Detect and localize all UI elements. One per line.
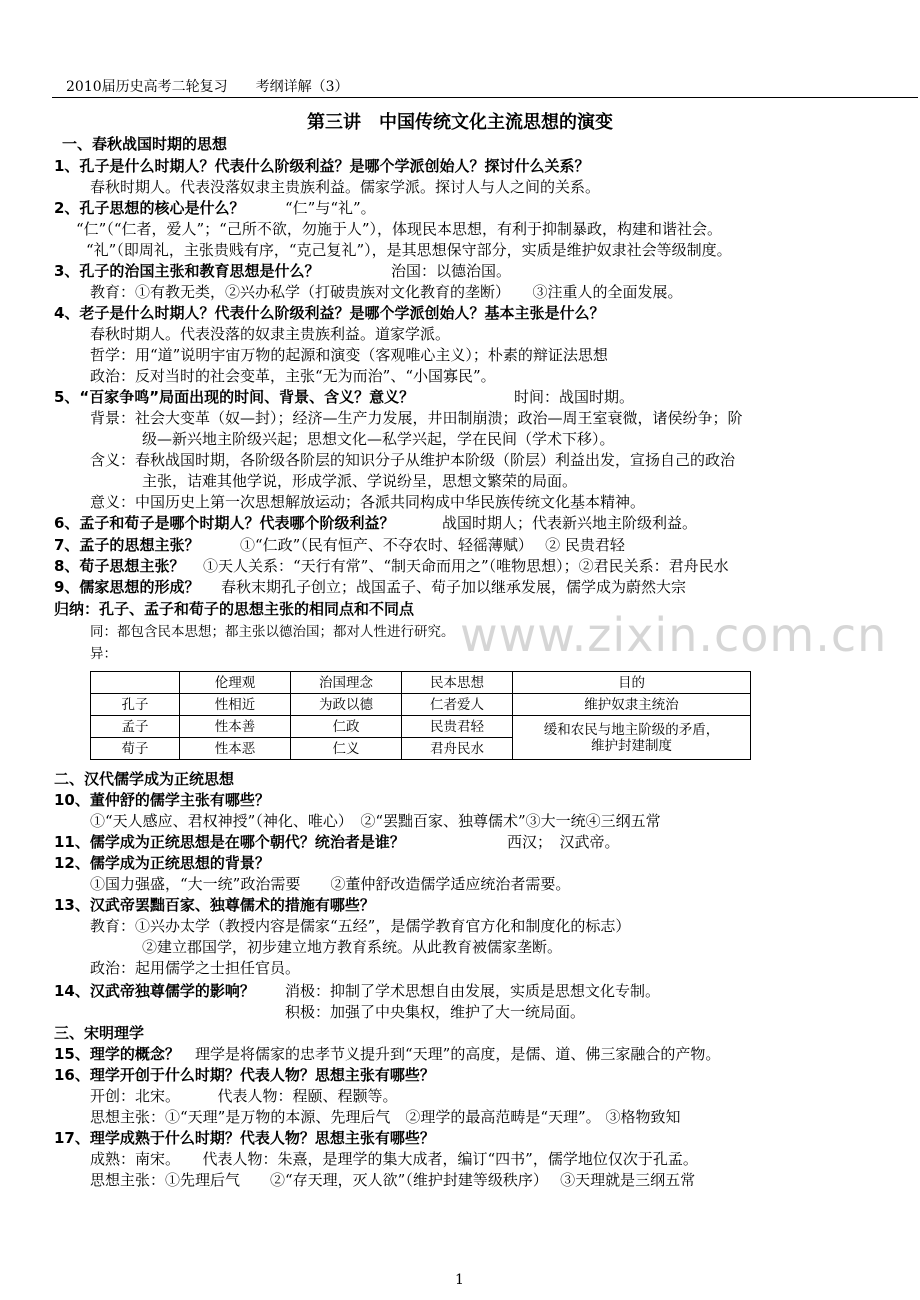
table-header-cell [91, 672, 180, 694]
table-cell: 民贵君轻 [402, 716, 513, 738]
answer-line: 政治：反对当时的社会变革，主张“无为而治”、“小国寡民”。 [90, 367, 496, 385]
question-13: 13、汉武帝罢黜百家、独尊儒术的措施有哪些？ [54, 896, 375, 914]
table-header-cell: 伦理观 [180, 672, 291, 694]
answer-line: “礼”（即周礼，主张贵贱有序，“克己复礼”），是其思想保守部分，实质是维护奴隶社会等级制度。 [86, 241, 732, 259]
table-purpose-line: 缓和农民与地主阶级的矛盾， [543, 721, 720, 738]
answer-line: 教育：①有教无类，②兴办私学（打破贵族对文化教育的垄断） ③注重人的全面发展。 [90, 283, 683, 301]
question-7: 7、孟子的思想主张？ [54, 536, 200, 554]
question-16: 16、理学开创于什么时期？代表人物？思想主张有哪些？ [54, 1066, 435, 1084]
answer-line: 西汉； 汉武帝。 [507, 833, 620, 851]
section-heading: 一、春秋战国时期的思想 [62, 135, 228, 153]
page-number: 1 [455, 1272, 464, 1288]
page-title: 第三讲 中国传统文化主流思想的演变 [307, 112, 613, 133]
header-right: 考纲详解（3） [255, 79, 349, 95]
answer-line: 开创：北宋。 代表人物：程颐、程颢等。 [90, 1087, 398, 1105]
table-header-cell: 治国理念 [291, 672, 402, 694]
question-14: 14、汉武帝独尊儒学的影响？ [54, 982, 255, 1000]
table-header-cell: 目的 [513, 672, 751, 694]
table-cell: 孔子 [91, 694, 180, 716]
table-cell: 孟子 [91, 716, 180, 738]
question-1: 1、孔子是什么时期人？代表什么阶级利益？是哪个学派创始人？探讨什么关系？ [54, 157, 590, 175]
answer-line: 成熟：南宋。 代表人物：朱熹，是理学的集大成者，编订“四书”，儒学地位仅次于孔孟。 [90, 1150, 698, 1168]
answer-line: 春秋末期孔子创立；战国孟子、荀子加以继承发展，儒学成为蔚然大宗 [221, 578, 687, 596]
table-cell: 性本善 [180, 716, 291, 738]
answer-line: 积极：加强了中央集权，维护了大一统局面。 [285, 1003, 586, 1021]
answer-line: 思想主张：①先理后气 ②“存天理，灭人欲”（维护封建等级秩序） ③天理就是三纲五常 [90, 1171, 696, 1189]
watermark: www.zixin.com.cn [460, 608, 888, 662]
section-heading: 二、汉代儒学成为正统思想 [54, 770, 235, 788]
answer-line: ①天人关系：“天行有常”、“制天命而用之”（唯物思想）；②君民关系：君舟民水 [203, 557, 729, 575]
answer-line: 主张，诘难其他学说，形成学派、学说纷呈，思想文繁荣的局面。 [142, 472, 578, 490]
table-cell: 仁政 [291, 716, 402, 738]
answer-line: 含义：春秋战国时期，各阶级各阶层的知识分子从维护本阶级（阶层）利益出发，宣扬自己的政治 [90, 451, 736, 469]
answer-line: 教育：①兴办太学（教授内容是儒家“五经”，是儒学教育官方化和制度化的标志） [90, 917, 631, 935]
table-header-row [91, 672, 751, 694]
answer-line: 战国时期人；代表新兴地主阶级利益。 [442, 514, 698, 532]
question-17: 17、理学成熟于什么时期？代表人物？思想主张有哪些？ [54, 1129, 435, 1147]
summary-same: 同：都包含民本思想；都主张以德治国；都对人性进行研究。 [90, 624, 455, 640]
table-cell: 性本恶 [180, 738, 291, 760]
answer-line: 时间：战国时期。 [514, 388, 635, 406]
table-cell: 为政以德 [291, 694, 402, 716]
table-cell: 维护奴隶主统治 [513, 694, 751, 716]
answer-line: ①“仁政”（民有恒产、不夺农时、轻徭薄赋） ② 民贵君轻 [240, 536, 625, 554]
question-6: 6、孟子和荀子是哪个时期人？代表哪个阶级利益？ [54, 514, 395, 532]
answer-line: 春秋时期人。代表没落奴隶主贵族利益。儒家学派。探讨人与人之间的关系。 [90, 178, 601, 196]
table-cell: 仁义 [291, 738, 402, 760]
answer-line: 春秋时期人。代表没落的奴隶主贵族利益。道家学派。 [90, 325, 451, 343]
question-5: 5、“百家争鸣”局面出现的时间、背景、含义？意义？ [54, 388, 415, 406]
answer-line: 治国：以德治国。 [391, 262, 512, 280]
question-2: 2、孔子思想的核心是什么？ [54, 199, 245, 217]
answer-line: 哲学：用“道”说明宇宙万物的起源和演变（客观唯心主义）；朴素的辩证法思想 [90, 346, 608, 364]
answer-line: 思想主张：①“天理”是万物的本源、先理后气 ②理学的最高范畴是“天理”。 ③格物致知 [90, 1108, 681, 1126]
header-left: 2010届历史高考二轮复习 [66, 79, 228, 95]
question-8: 8、荀子思想主张？ [54, 557, 185, 575]
answer-line: ②建立郡国学，初步建立地方教育系统。从此教育被儒家垄断。 [142, 938, 563, 956]
table-header-cell: 民本思想 [402, 672, 513, 694]
answer-line: 消极：抑制了学术思想自由发展，实质是思想文化专制。 [285, 982, 661, 1000]
question-11: 11、儒学成为正统思想是在哪个朝代？统治者是谁？ [54, 833, 405, 851]
table-cell: 君舟民水 [402, 738, 513, 760]
table-cell-merged [513, 716, 751, 760]
question-9: 9、儒家思想的形成？ [54, 578, 200, 596]
answer-line: 级—新兴地主阶级兴起；思想文化—私学兴起，学在民间（学术下移）。 [142, 430, 615, 448]
table-purpose-line: 维护封建制度 [591, 737, 672, 754]
question-4: 4、老子是什么时期人？代表什么阶级利益？是哪个学派创始人？基本主张是什么？ [54, 304, 605, 322]
table-row [91, 694, 751, 716]
answer-line: “仁”与“礼”。 [285, 199, 376, 217]
answer-line: 意义：中国历史上第一次思想解放运动；各派共同构成中华民族传统文化基本精神。 [90, 493, 646, 511]
running-header [66, 76, 349, 96]
answer-line: ①国力强盛，“大一统”政治需要 ②董仲舒改造儒学适应统治者需要。 [90, 875, 571, 893]
answer-line: 政治：起用儒学之士担任官员。 [90, 959, 301, 977]
answer-line: ①“天人感应、君权神授”（神化、唯心） ②“罢黜百家、独尊儒术”③大一统④三纲五常 [90, 812, 661, 830]
question-12: 12、儒学成为正统思想的背景？ [54, 854, 270, 872]
answer-line: “仁”（“仁者，爱人”；“己所不欲，勿施于人”），体现民本思想，有利于抑制暴政，构建和谐社会。 [76, 220, 723, 238]
question-10: 10、董仲舒的儒学主张有哪些？ [54, 791, 270, 809]
question-3: 3、孔子的治国主张和教育思想是什么？ [54, 262, 320, 280]
answer-line: 背景：社会大变革（奴—封）；经济—生产力发展，井田制崩溃；政治—周王室衰微，诸侯纷争；阶 [90, 409, 743, 427]
summary-heading: 归纳：孔子、孟子和荀子的思想主张的相同点和不同点 [54, 600, 415, 618]
table-cell: 荀子 [91, 738, 180, 760]
table-row [91, 716, 751, 738]
section-heading: 三、宋明理学 [54, 1024, 145, 1042]
summary-diff: 异： [90, 646, 117, 662]
question-15: 15、理学的概念？ [54, 1045, 180, 1063]
comparison-table [90, 671, 751, 760]
header-rule [52, 97, 918, 98]
table-cell: 性相近 [180, 694, 291, 716]
answer-line: 理学是将儒家的忠孝节义提升到“天理”的高度，是儒、道、佛三家融合的产物。 [195, 1045, 721, 1063]
table-cell: 仁者爱人 [402, 694, 513, 716]
